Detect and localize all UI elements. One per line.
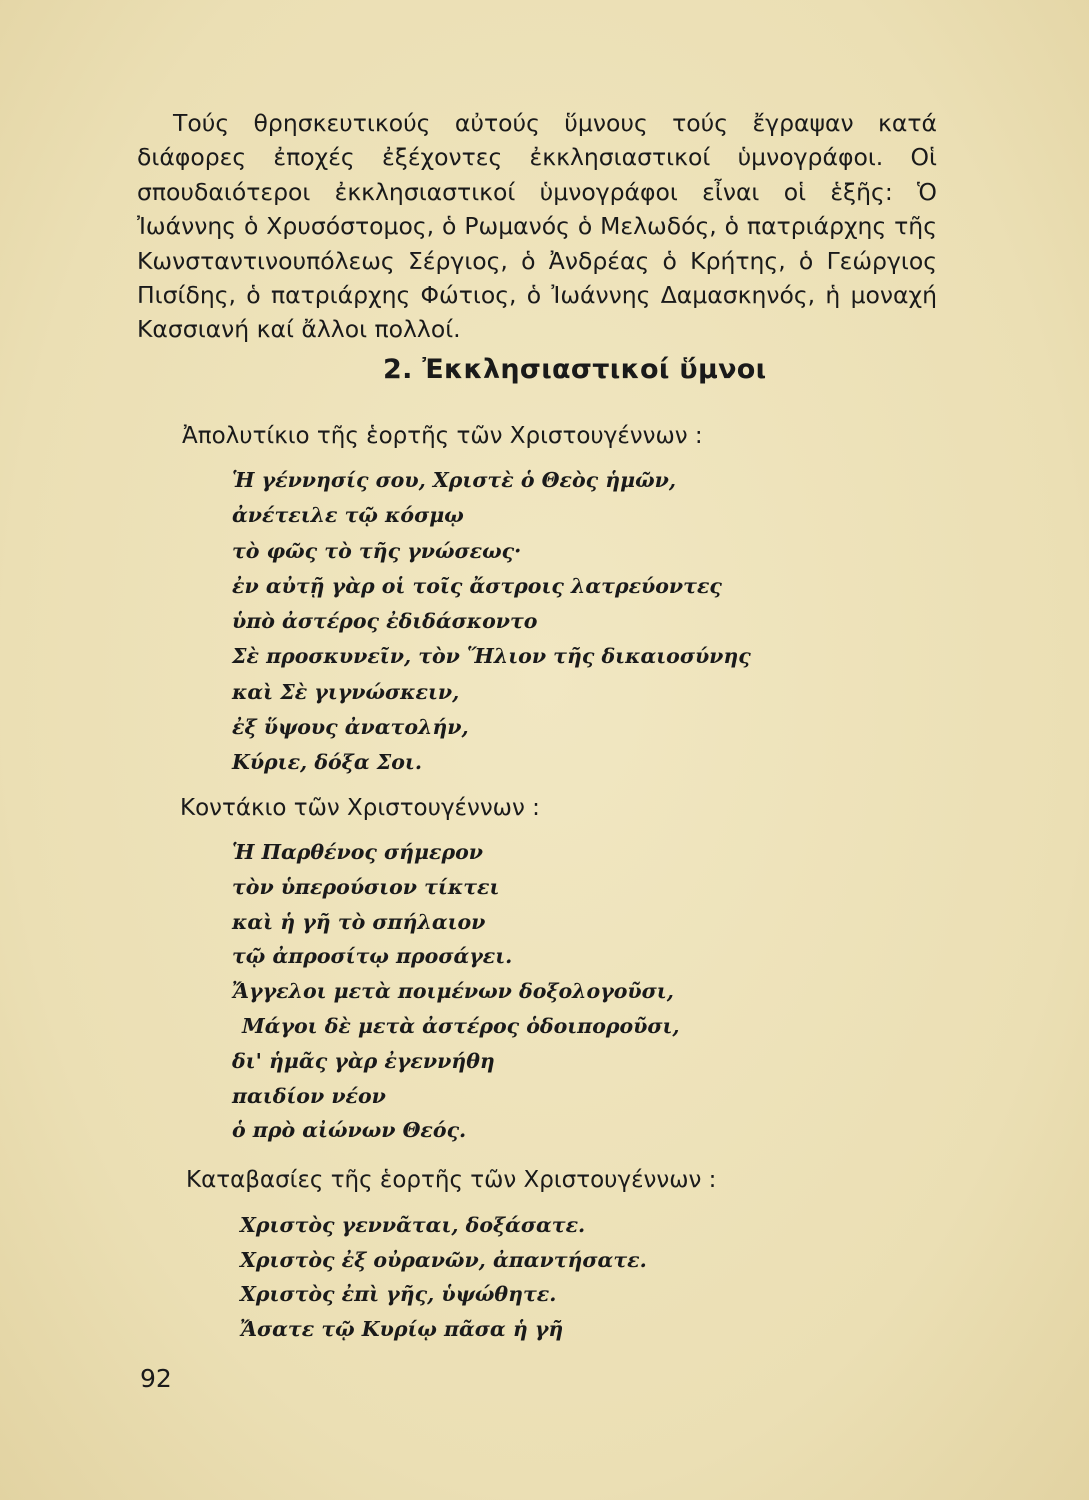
- page-number: 92: [140, 1364, 172, 1393]
- verse-line: Χριστὸς ἐξ οὐρανῶν, ἀπαντήσατε.: [240, 1247, 647, 1272]
- hymn-verse-katavasies: [240, 1208, 647, 1346]
- verse-line: ἀνέτειλε τῷ κόσμῳ: [232, 503, 464, 528]
- verse-line: τὸν ὑπερούσιον τίκτει: [232, 874, 500, 899]
- verse-line: δι' ἡμᾶς γὰρ ἐγεννήθη: [232, 1048, 495, 1073]
- verse-line: Κύριε, δόξα Σοι.: [232, 750, 422, 775]
- verse-line: Χριστὸς γεννᾶται, δοξάσατε.: [240, 1213, 586, 1237]
- intro-paragraph-block: [137, 106, 937, 347]
- intro-paragraph: Τούς θρησκευτικούς αὐτούς ὕμνους τούς ἔγραψαν κατά διάφορες ἐποχές ἐξέχοντες ἐκκλησιαστικοί ὑμνογράφοι. Οἱ σπουδαιότεροι ἐκκλησιαστικοί ὑμνογράφοι εἶναι οἱ ἑξῆς: Ὁ Ἰωάννης ὁ Χρυσόστομος, ὁ Ρωμανός ὁ Μελωδός, ὁ πατριάρχης τῆς Κωνσταντινουπόλεως Σέργιος, ὁ Ἀνδρέας ὁ Κρήτης, ὁ Γεώργιος Πισίδης, ὁ πατριάρχης Φώτιος, ὁ Ἰωάννης Δαμασκηνός, ἡ μοναχή Κασσιανή καί ἄλλοι πολλοί.: [137, 109, 937, 344]
- verse-line: ὑπὸ ἀστέρος ἐδιδάσκοντο: [232, 609, 538, 634]
- verse-line: Σὲ προσκυνεῖν, τὸν Ἥλιον τῆς δικαιοσύνης: [232, 644, 751, 669]
- verse-line: ὁ πρὸ αἰώνων Θεός.: [232, 1118, 467, 1143]
- verse-line: ἐν αὐτῇ γὰρ οἱ τοῖς ἄστροις λατρεύοντες: [232, 573, 722, 598]
- verse-line: Ἡ γέννησίς σου, Χριστὲ ὁ Θεὸς ἡμῶν,: [232, 468, 677, 492]
- verse-line: καὶ ἡ γῆ τὸ σπήλαιον: [232, 909, 486, 934]
- section-heading: 2. Ἐκκλησιαστικοί ὕμνοι: [383, 354, 767, 385]
- verse-line: καὶ Σὲ γιγνώσκειν,: [232, 679, 460, 704]
- hymn-title-katavasies: Καταβασίες τῆς ἑορτῆς τῶν Χριστουγέννων :: [186, 1167, 717, 1193]
- hymn-verse-apolytikio: [232, 463, 751, 781]
- hymn-title-kontakio: Κοντάκιο τῶν Χριστουγέννων :: [180, 795, 540, 821]
- hymn-verse-kontakio: [232, 835, 680, 1148]
- verse-line: Μάγοι δὲ μετὰ ἀστέρος ὁδοιποροῦσι,: [242, 1013, 680, 1038]
- verse-line: Ἄσατε τῷ Κυρίῳ πᾶσα ἡ γῆ: [240, 1316, 564, 1341]
- verse-line: τὸ φῶς τὸ τῆς γνώσεως·: [232, 538, 522, 563]
- verse-line: Ἄγγελοι μετὰ ποιμένων δοξολογοῦσι,: [232, 979, 674, 1004]
- verse-line: ἐξ ὕψους ἀνατολήν,: [232, 715, 469, 740]
- verse-line: παιδίον νέον: [232, 1083, 386, 1108]
- verse-line: τῷ ἀπροσίτῳ προσάγει.: [232, 944, 513, 969]
- hymn-title-apolytikio: Ἀπολυτίκιο τῆς ἑορτῆς τῶν Χριστουγέννων :: [182, 423, 703, 449]
- verse-line: Χριστὸς ἐπὶ γῆς, ὑψώθητε.: [240, 1282, 557, 1306]
- verse-line: Ἡ Παρθένος σήμερον: [232, 840, 484, 864]
